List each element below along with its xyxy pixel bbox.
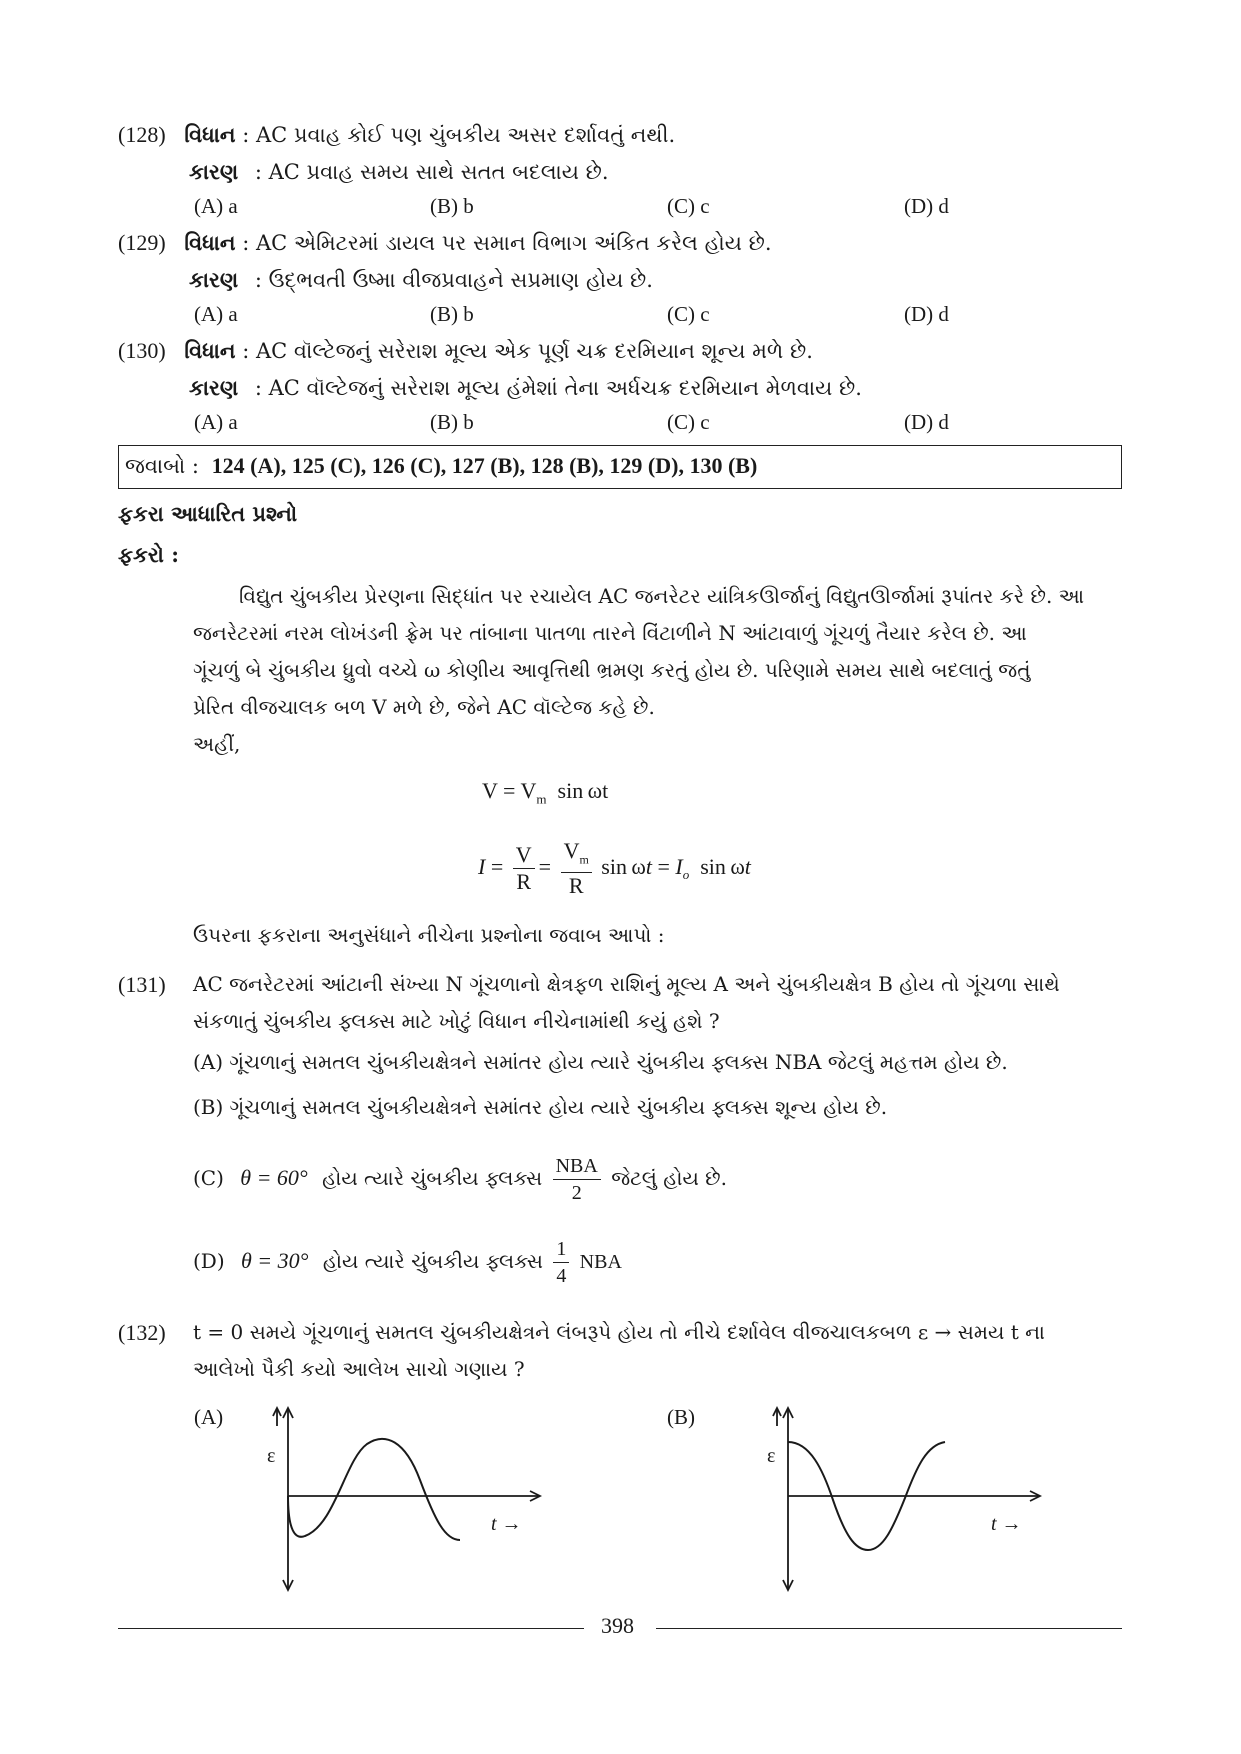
q130-statement: : AC વૉલ્ટેજનું સરેરાશ મૂલ્ય એક પૂર્ણ ચક્ર દરમિયાન શૂન્ય મળે છે. (242, 339, 813, 363)
graph-a[interactable] (255, 1400, 555, 1600)
graph-a-x-label: t → (491, 1513, 522, 1535)
q128-option-c[interactable]: (C) c (667, 194, 710, 218)
q130-option-b[interactable]: (B) b (430, 410, 474, 434)
q128-reason: : AC પ્રવાહ સમય સાથે સતત બદલાય છે. (254, 160, 609, 184)
q128-statement-label: વિધાન (184, 122, 236, 147)
q128-statement: : AC પ્રવાહ કોઈ પણ ચુંબકીય અસર દર્શાવતું નથી. (242, 123, 676, 147)
q131-option-d-numerator: 1 (553, 1236, 569, 1263)
q131-option-d-theta: θ = 30° (241, 1248, 309, 1273)
graph-b[interactable] (755, 1400, 1055, 1600)
q129-statement-label: વિધાન (184, 230, 236, 255)
answer-key-box (118, 445, 1122, 489)
equation-1: $V = V_m$ sin ωt (482, 778, 609, 807)
passage-line-4: પ્રેરિત વીજચાલક બળ V મળે છે, જેને AC વૉલ્ટેજ કહે છે. (193, 695, 655, 719)
passage-instruction: ઉપરના ફકરાના અનુસંધાને નીચેના પ્રશ્નોના જવાબ આપો : (193, 923, 665, 947)
q129-statement: : AC એમિટરમાં ડાયલ પર સમાન વિભાગ અંકિત કરેલ હોય છે. (242, 231, 772, 255)
q131-option-a[interactable]: (A) ગૂંચળાનું સમતલ ચુંબકીયક્ષેત્રને સમાંતર હોય ત્યારે ચુંબકીય ફ્લક્સ NBA જેટલું મહત્તમ હોય છે. (193, 1050, 1008, 1074)
q131-option-c-suffix: જેટલું હોય છે. (611, 1166, 727, 1190)
footer-rule-left (118, 1628, 584, 1629)
q130-statement-label: વિધાન (184, 338, 236, 363)
passage-line-2: જનરેટરમાં નરમ લોખંડની ફ્રેમ પર તાંબાના પાતળા તારને વિંટાળીને N આંટાવાળું ગૂંચળું તૈયાર કરેલ છે. આ (193, 621, 1027, 645)
q129-reason-label: કારણ (189, 267, 239, 292)
graph-b-x-label: t → (991, 1513, 1022, 1535)
q129-number: (129) (118, 230, 166, 255)
q128-option-a[interactable]: (A) a (194, 194, 238, 218)
q131-option-c[interactable] (193, 1150, 727, 1206)
q129-option-b[interactable]: (B) b (430, 302, 474, 326)
q131-option-d[interactable] (193, 1233, 622, 1290)
passage-line-1: વિદ્યુત ચુંબકીય પ્રેરણના સિદ્ધાંત પર રચાયેલ AC જનરેટર યાંત્રિકઊર્જાનું વિદ્યુતઊર્જામાં રૂપાંતર કરે છે. આ (239, 584, 1085, 608)
q131-option-d-prefix: (D) (193, 1249, 225, 1273)
q132-stem-line-2: આલેખો પૈકી કયો આલેખ સાચો ગણાય ? (193, 1357, 525, 1381)
q131-stem-line-2: સંકળાતું ચુંબકીય ફ્લક્સ માટે ખોટું વિધાન નીચેનામાંથી કયું હશે ? (193, 1009, 720, 1033)
q131-stem (193, 966, 1123, 1040)
q131-option-c-text: હોય ત્યારે ચુંબકીય ફ્લક્સ (322, 1166, 543, 1190)
q132-stem (193, 1314, 1123, 1388)
graph-a-label[interactable]: (A) (194, 1405, 224, 1429)
q132-number: (132) (118, 1320, 166, 1345)
graph-a-curve (288, 1439, 460, 1540)
q131-option-d-denominator: 4 (556, 1265, 567, 1287)
q132-stem-line-1: t = 0 સમયે ગૂંચળાનું સમતલ ચુંબકીયક્ષેત્રને લંબરૂપે હોય તો નીચે દર્શાવેલ વીજચાલકબળ ε → સમય t ના (193, 1320, 1045, 1344)
q131-option-d-suffix: NBA (579, 1251, 622, 1273)
footer-rule-right (656, 1628, 1122, 1629)
graph-a-y-label: ε (267, 1445, 276, 1467)
q130-option-c[interactable]: (C) c (667, 410, 710, 434)
q131-stem-line-1: AC જનરેટરમાં આંટાની સંખ્યા N ગૂંચળાનો ક્ષેત્રફળ રાશિનું મૂલ્ય A અને ચુંબકીયક્ષેત્ર B હોય તો ગૂંચળા સાથે (193, 972, 1060, 996)
q128-option-b[interactable]: (B) b (430, 194, 474, 218)
q128-number: (128) (118, 122, 166, 147)
passage-line-3: ગૂંચળું બે ચુંબકીય ધ્રુવો વચ્ચે ω કોણીય આવૃત્તિથી ભ્રમણ કરતું હોય છે. પરિણામે સમય સાથે બદલાતું જતું (193, 658, 1031, 682)
q129 (118, 228, 772, 258)
q131-option-c-theta: θ = 60° (240, 1165, 308, 1190)
q130-option-a[interactable]: (A) a (194, 410, 238, 434)
q130 (118, 336, 813, 366)
q129-option-d[interactable]: (D) d (904, 302, 949, 326)
q130-reason-row (189, 373, 862, 403)
q129-option-c[interactable]: (C) c (667, 302, 710, 326)
q131-option-c-numerator: NBA (553, 1153, 601, 1180)
q130-number: (130) (118, 338, 166, 363)
q131-option-c-denominator: 2 (571, 1182, 582, 1204)
q131-option-d-fraction (553, 1236, 569, 1289)
q128 (118, 120, 675, 150)
q131-option-d-text: હોય ત્યારે ચુંબકીય ફ્લક્સ (322, 1249, 543, 1273)
q128-option-d[interactable]: (D) d (904, 194, 949, 218)
answer-key-label: જવાબો : (125, 454, 199, 478)
passage-label: ફકરો : (118, 542, 179, 567)
equation-2: I = $\frac{V}{R}$ = $\frac{V_m}{R}$ $\sin \omega t = I_o$ sin ωt (478, 838, 751, 899)
answer-key-text: 124 (A), 125 (C), 126 (C), 127 (B), 128 (B), 129 (D), 130 (B) (211, 453, 758, 478)
q129-reason-row (189, 265, 653, 295)
q129-option-a[interactable]: (A) a (194, 302, 238, 326)
graph-b-label[interactable]: (B) (667, 1405, 695, 1429)
q130-reason: : AC વૉલ્ટેજનું સરેરાશ મૂલ્ય હંમેશાં તેના અર્ધચક્ર દરમિયાન મેળવાય છે. (254, 376, 862, 400)
q130-option-d[interactable]: (D) d (904, 410, 949, 434)
q128-reason-row (189, 157, 609, 187)
q128-reason-label: કારણ (189, 159, 239, 184)
passage-here: અહીં, (193, 732, 241, 756)
q131-option-b[interactable]: (B) ગૂંચળાનું સમતલ ચુંબકીયક્ષેત્રને સમાંતર હોય ત્યારે ચુંબકીય ફ્લક્સ શૂન્ય હોય છે. (193, 1095, 888, 1119)
q130-reason-label: કારણ (189, 375, 239, 400)
passage-heading: ફકરા આધારિત પ્રશ્નો (118, 501, 298, 526)
q131-option-c-fraction (553, 1153, 601, 1206)
passage-body (193, 578, 1123, 763)
q131-number: (131) (118, 972, 166, 997)
q129-reason: : ઉદ્‌ભવતી ઉષ્મા વીજપ્રવાહને સપ્રમાણ હોય છે. (254, 268, 653, 292)
q131-option-c-prefix: (C) (193, 1166, 224, 1190)
graph-b-y-label: ε (767, 1445, 776, 1467)
page-number: 398 (601, 1613, 634, 1638)
